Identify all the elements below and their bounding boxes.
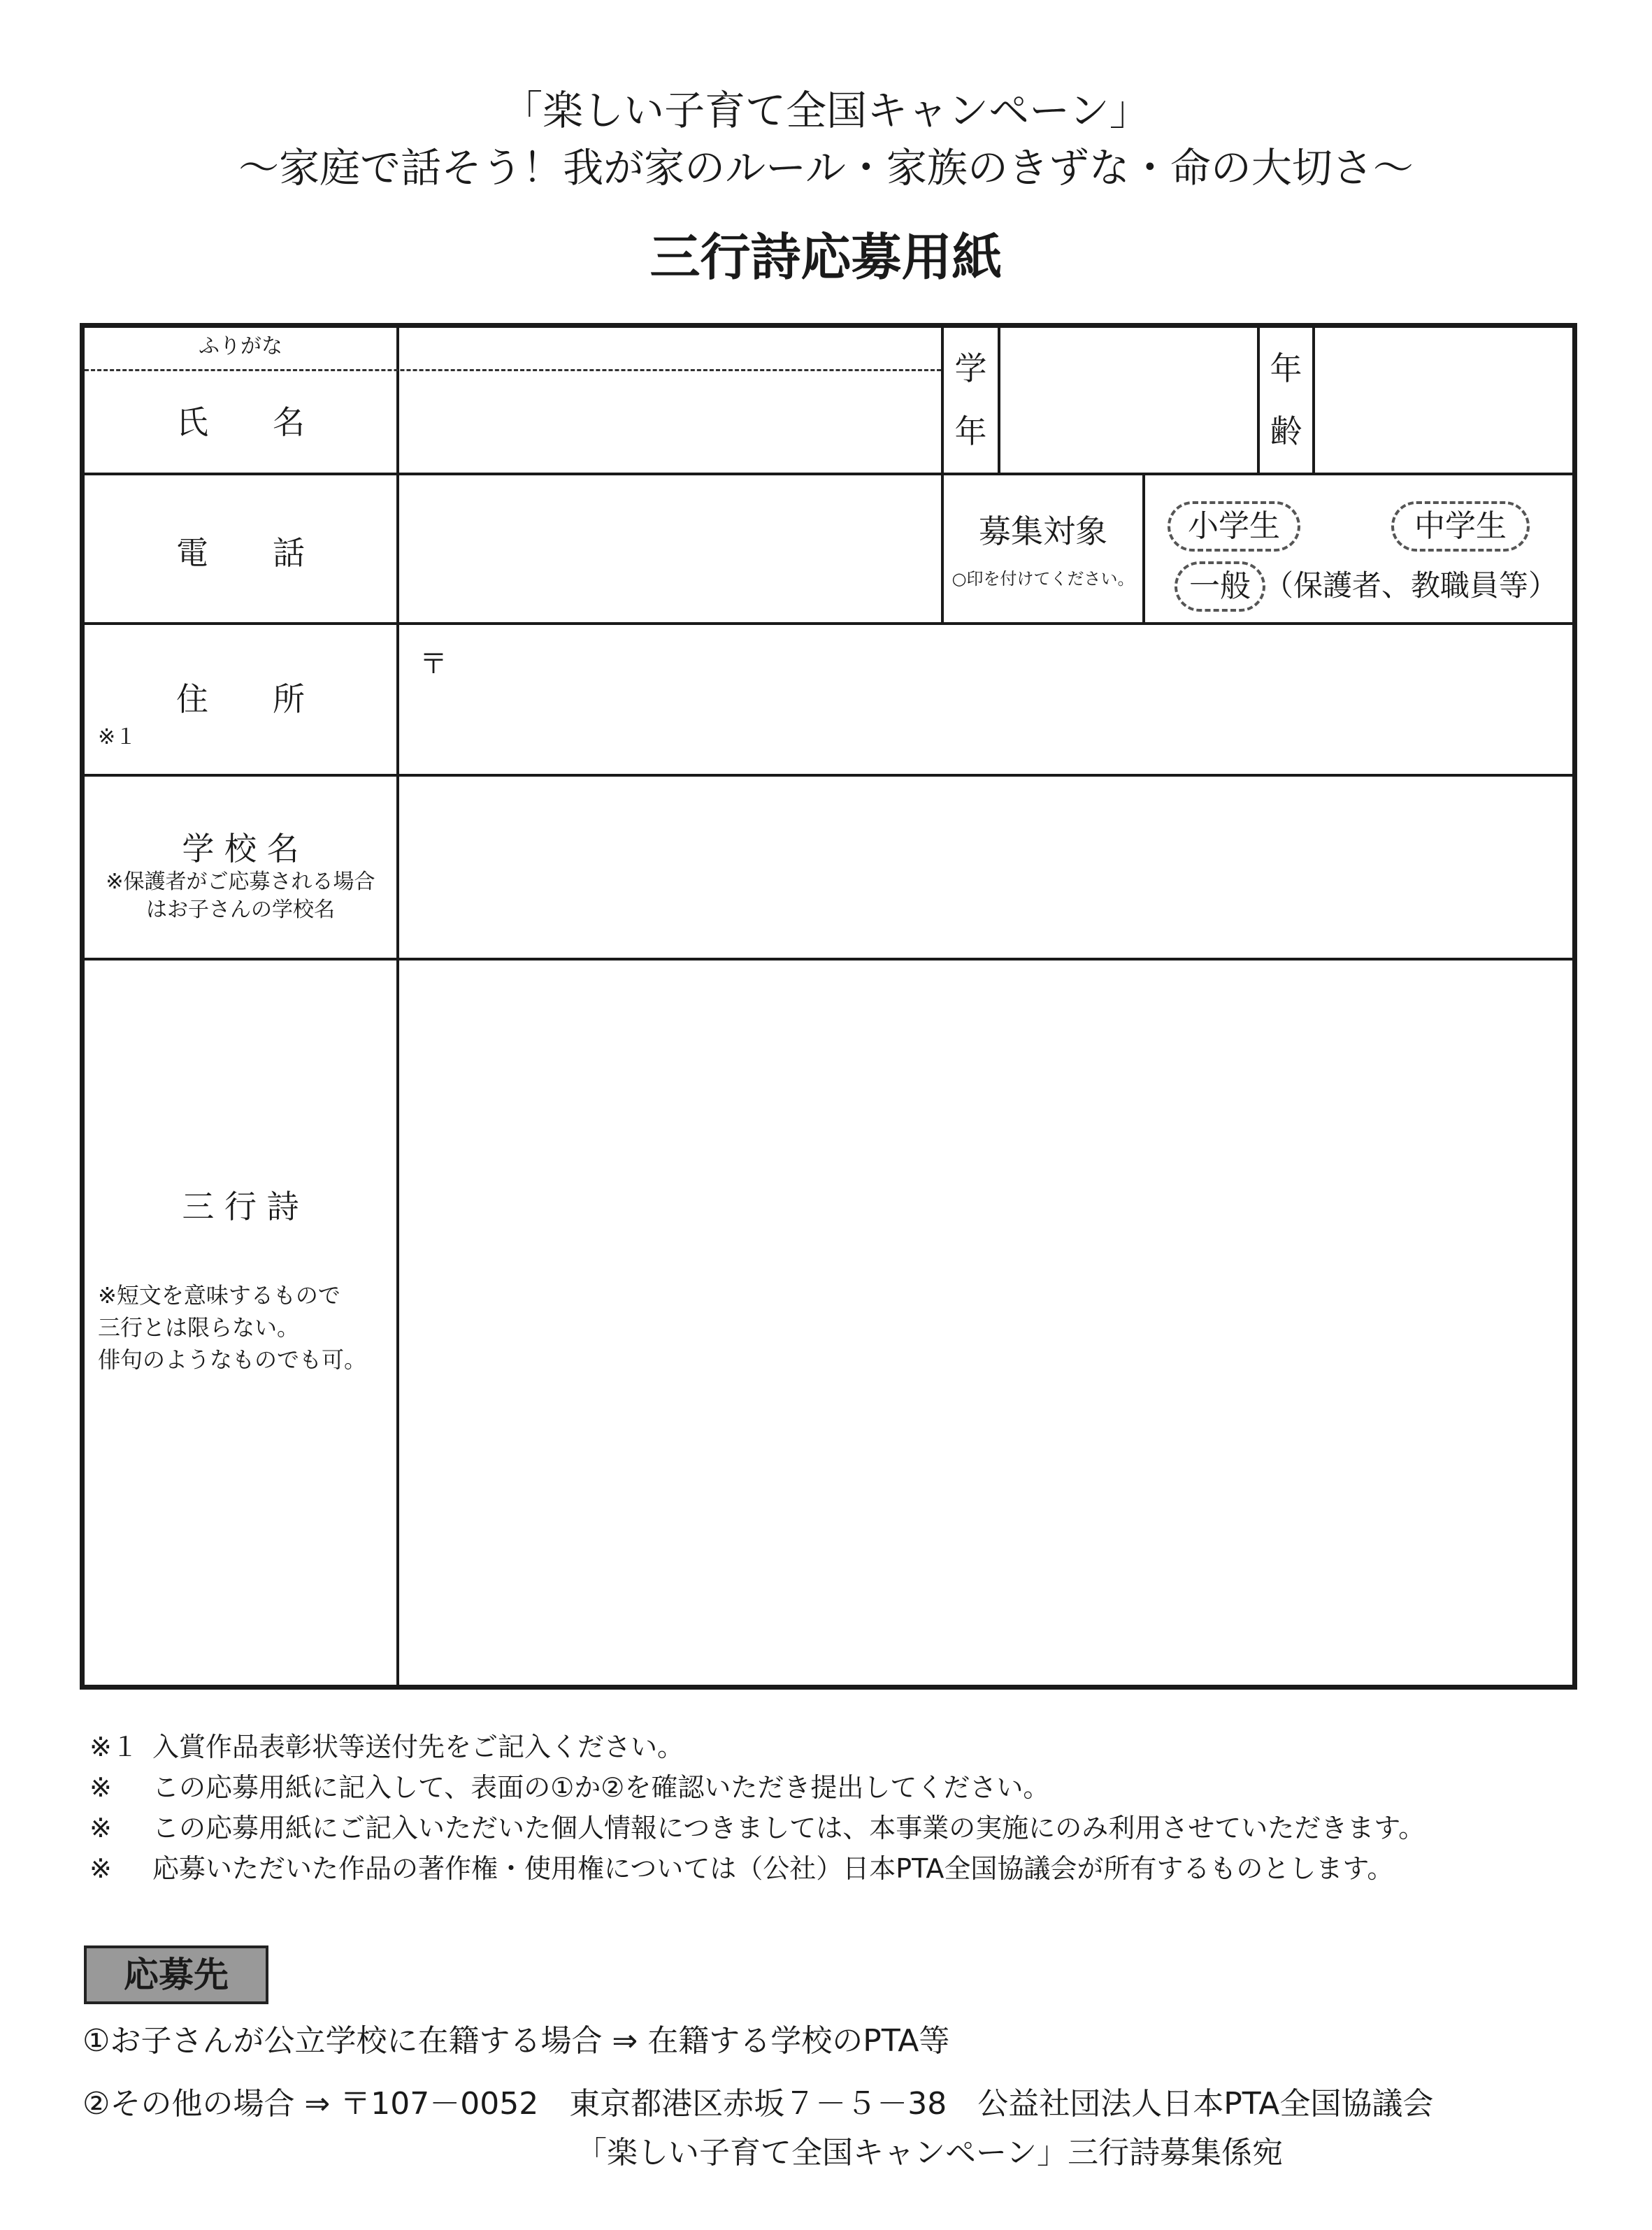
campaign-title: 「楽しい子育て全国キャンペーン」 bbox=[502, 87, 1150, 134]
name-field[interactable] bbox=[402, 377, 933, 468]
option-general[interactable]: 一般 bbox=[1175, 561, 1265, 612]
target-label: 募集対象 bbox=[979, 512, 1107, 550]
note-item: ※ 応募いただいた作品の著作権・使用権については（公社）日本PTA全国協議会が所有するものとします。 bbox=[89, 1853, 1394, 1884]
target-note: ○印を付けてください。 bbox=[951, 569, 1135, 589]
option-junior-high[interactable]: 中学生 bbox=[1391, 501, 1530, 552]
school-label: 学 校 名 bbox=[182, 830, 299, 868]
address-label: 住 所 bbox=[176, 680, 305, 718]
option-elementary[interactable]: 小学生 bbox=[1168, 501, 1300, 552]
age-field[interactable] bbox=[1318, 329, 1570, 468]
address-note: ※１ bbox=[98, 725, 137, 749]
poem-note: ※短文を意味するもので 三行とは限らない。 俳句のようなものでも可。 bbox=[98, 1282, 367, 1373]
poem-label: 三 行 詩 bbox=[182, 1188, 299, 1225]
phone-field[interactable] bbox=[402, 478, 937, 618]
grade-field[interactable] bbox=[1003, 329, 1254, 468]
campaign-subtitle: ～家庭で話そう！我が家のルール・家族のきずな・命の大切さ～ bbox=[238, 144, 1414, 192]
school-field[interactable] bbox=[402, 781, 1570, 952]
notes-list bbox=[89, 1727, 1425, 1889]
phone-label: 電 話 bbox=[176, 534, 305, 572]
destination-badge: 応募先 bbox=[84, 1945, 268, 2004]
general-note: （保護者、教職員等） bbox=[1264, 568, 1558, 603]
furigana-label: ふりがな bbox=[199, 334, 282, 359]
destination-line-2: ②その他の場合 ⇒ 〒107－0052 東京都港区赤坂７－５－38 公益社団法人日本PTA全国協議会 bbox=[82, 2086, 1434, 2122]
form-title: 三行詩応募用紙 bbox=[649, 228, 1003, 287]
age-label: 年 齢 bbox=[1270, 350, 1302, 450]
note-item: ※ この応募用紙にご記入いただいた個人情報につきましては、本事業の実施にのみ利用させていただきます。 bbox=[89, 1813, 1425, 1843]
destination-line-3: 「楽しい子育て全国キャンペーン」三行詩募集係宛 bbox=[576, 2135, 1284, 2171]
address-field[interactable] bbox=[402, 629, 1570, 769]
destination-line-1: ①お子さんが公立学校に在籍する場合 ⇒ 在籍する学校のPTA等 bbox=[82, 2023, 950, 2059]
school-note: ※保護者がご応募される場合 はお子さんの学校名 bbox=[106, 870, 375, 922]
poem-field[interactable] bbox=[402, 965, 1570, 1681]
furigana-field[interactable] bbox=[402, 334, 933, 362]
name-label: 氏 名 bbox=[176, 403, 305, 441]
grade-label: 学 年 bbox=[954, 350, 987, 450]
note-item: ※ この応募用紙に記入して、表面の①か②を確認いただき提出してください。 bbox=[89, 1772, 1050, 1803]
note-item: ※１ 入賞作品表彰状等送付先をご記入ください。 bbox=[89, 1732, 684, 1762]
postal-mark: 〒 bbox=[419, 648, 447, 680]
